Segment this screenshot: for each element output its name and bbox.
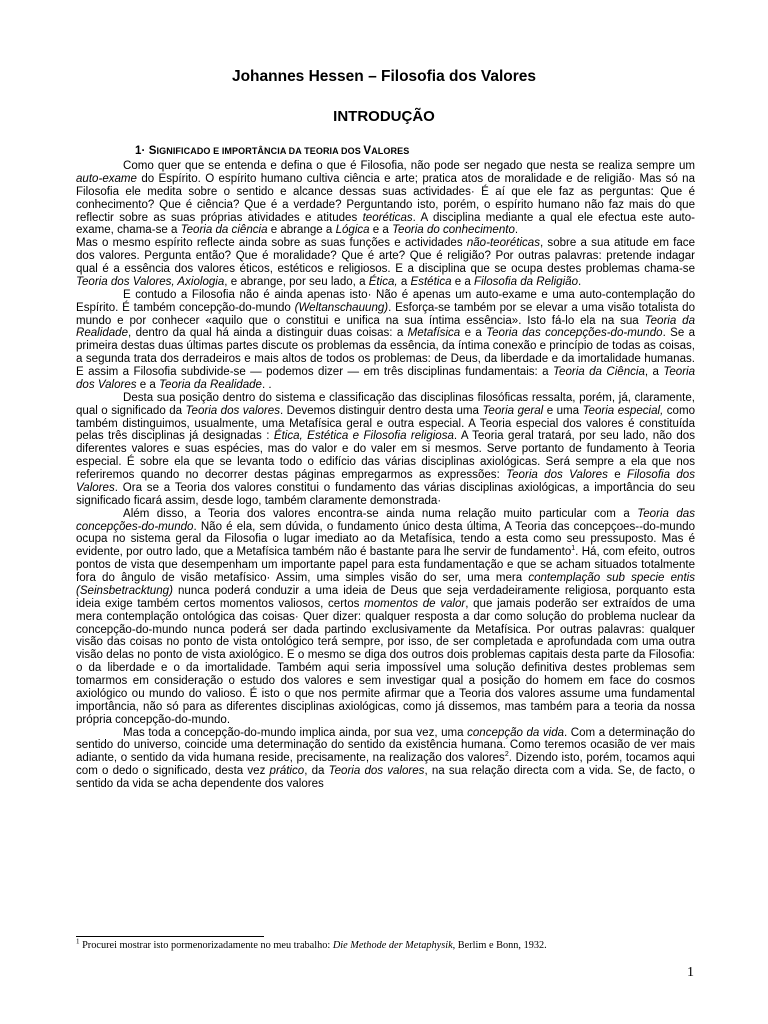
paragraph-text: . — [578, 275, 582, 288]
paragraph-text: . Se a primeira destas duas últimas partes discute os problemas da essência, da íntima conexão e princípio de todas as coisas, a segunda trata dos derradeiros e mais altos de todos os problemas: de Deus, da liberdade e da imortalidade humanas. E assim a Filosofia subdivide-se — podemos dizer — em três disciplinas fundamentais: a — [76, 327, 696, 378]
emphasis-text: Teoria dos valores — [185, 404, 280, 417]
paragraph-text: , e abrange, por seu lado, a — [224, 275, 369, 288]
paragraph-text: . Não é ela, sem dúvida, o fundamento único desta última, A Teoria das concepçoes--do-mundo ocupa no sistema geral da Filosofia o lugar imediato ao da Metafísica, tendo a esta como seu pressuposto. Mas é evidente, por outro lado, que a Metafísica também não é bastante para lhe servir de fundamento — [76, 520, 695, 559]
emphasis-text: Teoria da ciência — [180, 224, 268, 237]
emphasis-text: Filosofia da Religião — [474, 275, 578, 288]
footnote-reference: 2 — [504, 751, 509, 759]
paragraph-text: nunca poderá conduzir a uma ideia de Deus que seja verdadeiramente religiosa, porquanto esta ideia exige também certos momentos valiosos, certos — [76, 584, 695, 610]
paragraph-text: E contudo a Filosofia não é ainda apenas isto· Não é apenas um auto-exame e uma auto-contemplação do Espírito. É também concepção-do-mundo — [76, 288, 695, 314]
emphasis-text: Teoria do conhecimento — [392, 224, 515, 237]
emphasis-text: Teoria dos valores — [328, 765, 425, 778]
paragraph-text: . Dizendo isto, porém, tocamos aqui com o dedo o significado, desta vez — [76, 752, 695, 778]
footnote-text-after: , Berlim e Bonn, 1932. — [452, 940, 547, 951]
paragraph-text: e a — [451, 275, 475, 288]
emphasis-text: Metafísica — [407, 327, 461, 340]
page-number: 1 — [687, 965, 694, 980]
footnote — [76, 937, 695, 951]
paragraph-text: como também distinguimos, usualmente, uma Metafísica geral e outra especial. A Teoria especial dos valores é constituída pelas três disciplinas já designadas : — [76, 404, 695, 443]
emphasis-text: Teoria especial, — [582, 404, 664, 417]
paragraph-text: . A disciplina mediante a qual ele efectua este auto-exame, chama-se a — [76, 211, 695, 237]
paragraph-text: . A Teoria geral tratará, por seu lado, não dos diferentes valores e suas espécies, mas do valor e do valer em si mesmos. Serve portanto de fundamento à Teoria especial. É sobre ela que se levanta todo o edifício das várias disciplinas axiológicas. Será sempre a ela que nos referiremos quando no decorrer destas páginas empregarmos as expressões: — [76, 430, 695, 481]
paragraph-text: , que jamais poderão ser extraídos de uma mera contemplação ontológica das coisas· Quer dizer: qualquer resposta a dar como solução do problema nuclear da concepção-do-mundo nunca poderá ser dada partindo exclusivamente da Metafísica. Por outras palavras: qualquer visão das coisas no ponto de vista ontológico terá sempre, por isso, de ser completada e aprofundada com uma outra visão delas no ponto de vista axiológico. E o mesmo se diga dos outros dois problemas capitais desta parte da Filosofia: o da liberdade e o da imortalidade. Também aqui seria impossível uma solução definitiva destes problemas sem tomarmos em consideração o estudo dos valores e sem investigar qual a posição do homem em face do cosmos axiológico ou mundo do valioso. É isto o que nos permite afirmar que a Teoria dos valores assume uma fundamental importância, não só para as diferentes disciplinas axiológicas, como já dissemos, mas também para a teoria da nossa própria concepção-do-mundo. — [76, 597, 695, 726]
paragraph-text: . Com a determinação do sentido do universo, coincide uma determinação do sentido da existência humana. Como teremos ocasião de ver mais adiante, o sentido da vida humana reside, precisamente, na realização dos valores — [76, 726, 696, 765]
paragraph-text: e a — [460, 327, 487, 340]
emphasis-text: Teoria da Ciência — [553, 366, 645, 378]
paragraph — [76, 237, 695, 289]
paragraph-text: . . — [261, 378, 272, 391]
paragraph — [76, 727, 695, 791]
paragraph-text: a — [397, 275, 411, 288]
emphasis-text: Filosofia dos Valores — [76, 469, 695, 494]
emphasis-text: não-teoréticas — [466, 237, 540, 250]
paragraph — [76, 160, 695, 237]
section-heading — [135, 145, 409, 157]
emphasis-text: Teoria da Realidade — [159, 378, 262, 391]
section-title-part: IGNIFICADO E IMPORTÂNCIA DA TEORIA DOS — [156, 146, 364, 156]
emphasis-text: auto-exame — [76, 172, 137, 185]
paragraph-text: Além disso, a Teoria dos valores encontra-se ainda numa relação muito particular com a — [123, 507, 638, 520]
emphasis-text: Teoria geral — [482, 404, 544, 417]
emphasis-text: Teoria da Realidade — [76, 314, 695, 340]
paragraph-text: . Esforça-se também por se elevar a uma visão totalista do mundo e por conhecer «aquilo que o constitui e unifica na sua íntima essência». Isto fá-lo ela na sua — [76, 301, 695, 327]
emphasis-text: Teoria das concepções-do-mundo — [76, 507, 695, 533]
body-text — [76, 160, 695, 791]
paragraph-text: e abrange a — [267, 224, 336, 237]
paragraph-text: . Ora se a Teoria dos valores constitui o fundamento das várias disciplinas axiológicas, a importância do seu significado ficará assim, desde logo, também claramente demonstrada· — [76, 481, 695, 507]
section-title-part: S — [148, 145, 157, 157]
paragraph-text: . — [514, 224, 519, 237]
emphasis-text: Teoria dos Valores, Axiologia — [76, 275, 225, 288]
footnote-number: 1 — [76, 937, 80, 946]
paragraph-text: . Devemos distinguir dentro desta uma — [279, 404, 483, 417]
paragraph-text: e a — [369, 224, 393, 237]
emphasis-text: momentos de valor — [364, 597, 466, 610]
section-title-part: V — [363, 145, 372, 157]
paragraph — [76, 392, 695, 508]
emphasis-text: teoréticas — [362, 211, 413, 224]
paragraph-text: , da — [304, 765, 329, 778]
emphasis-text: Ética, — [368, 275, 398, 288]
emphasis-text: prático — [269, 765, 305, 778]
emphasis-text: concepção da vida — [467, 726, 565, 739]
paragraph — [76, 289, 695, 392]
paragraph-text: Mas toda a concepção-do-mundo implica ainda, por sua vez, uma — [123, 726, 468, 739]
emphasis-text: Estética — [410, 275, 452, 288]
paragraph-text: , sobre a sua atitude em face dos valores. Pergunta então? Que é moralidade? Que é arte? Que é religião? Por outras palavras: pretende indagar qual é a essência dos valores éticos, estéticos e religiosos. E a disciplina que se ocupa destes problemas chama-se — [76, 237, 695, 275]
emphasis-text: Teoria das concepções-do-mundo — [486, 327, 663, 340]
paragraph-text: e — [607, 469, 628, 481]
section-title-part: ALORES — [371, 146, 410, 156]
paragraph-text: , dentro da qual há ainda a distinguir duas coisas: a — [128, 327, 408, 340]
paragraph-text: , na sua relação directa com a vida. Se, de facto, o sentido da vida se acha dependente dos valores — [76, 765, 696, 790]
emphasis-text: Ética, Estética e Filosofia religiosa — [273, 430, 454, 443]
paragraph-text: Mas o mesmo espírito reflecte ainda sobre as suas funções e actividades — [76, 237, 467, 250]
footnote-work-title: Die Methode der Metaphysik — [332, 940, 453, 951]
paragraph-text: Desta sua posição dentro do sistema e classificação das disciplinas filosóficas ressalta, porém, já, claramente, qual o significado da — [76, 391, 695, 417]
document-title: Johannes Hessen – Filosofia dos Valores — [231, 68, 537, 85]
emphasis-text: Teoria dos Valores — [76, 366, 696, 391]
footnote-divider — [76, 936, 264, 937]
footnote-text-before: Procurei mostrar isto pormenorizadamente no meu trabalho: — [79, 940, 333, 951]
emphasis-text: contemplação sub specie entis (Seinsbetracktung) — [76, 572, 695, 597]
emphasis-text: Teoria dos Valores — [506, 469, 608, 481]
paragraph-text: Como quer que se entenda e defina o que é Filosofia, não pode ser negado que nesta se realiza sempre um — [123, 160, 695, 172]
footnote-reference: 1 — [571, 545, 576, 553]
paragraph-text: e a — [136, 378, 160, 391]
paragraph — [76, 508, 695, 727]
introduction-heading: INTRODUÇÃO — [333, 108, 435, 125]
emphasis-text: Lógica — [335, 224, 370, 237]
paragraph-text: e uma — [543, 404, 583, 417]
section-number: 1· — [135, 145, 146, 157]
paragraph-text: . Há, com efeito, outros pontos de vista que desempenham um importante papel para esta fundamentação e que se acham situados totalmente fora do ângulo de visão metafísico· Assim, uma simples visão do ser, uma mera — [76, 546, 695, 584]
section-title — [149, 145, 410, 157]
paragraph-text: , a — [644, 366, 664, 378]
paragraph-text: do Espírito. O espírito humano cultiva ciência e arte; pratica atos de moralidade e de religião· Mas só na Filosofia ele medita sobre o sentido e alcance dessas suas actividades· É aí que ele faz as perguntas: Que é conhecimento? Que é ciência? Que é a verdade? Perguntando isto, porém, o espírito humano não faz mais do que reflectir sobre as suas próprias atividades e atitudes — [76, 172, 695, 224]
emphasis-text: (Weltanschauung) — [294, 301, 389, 314]
